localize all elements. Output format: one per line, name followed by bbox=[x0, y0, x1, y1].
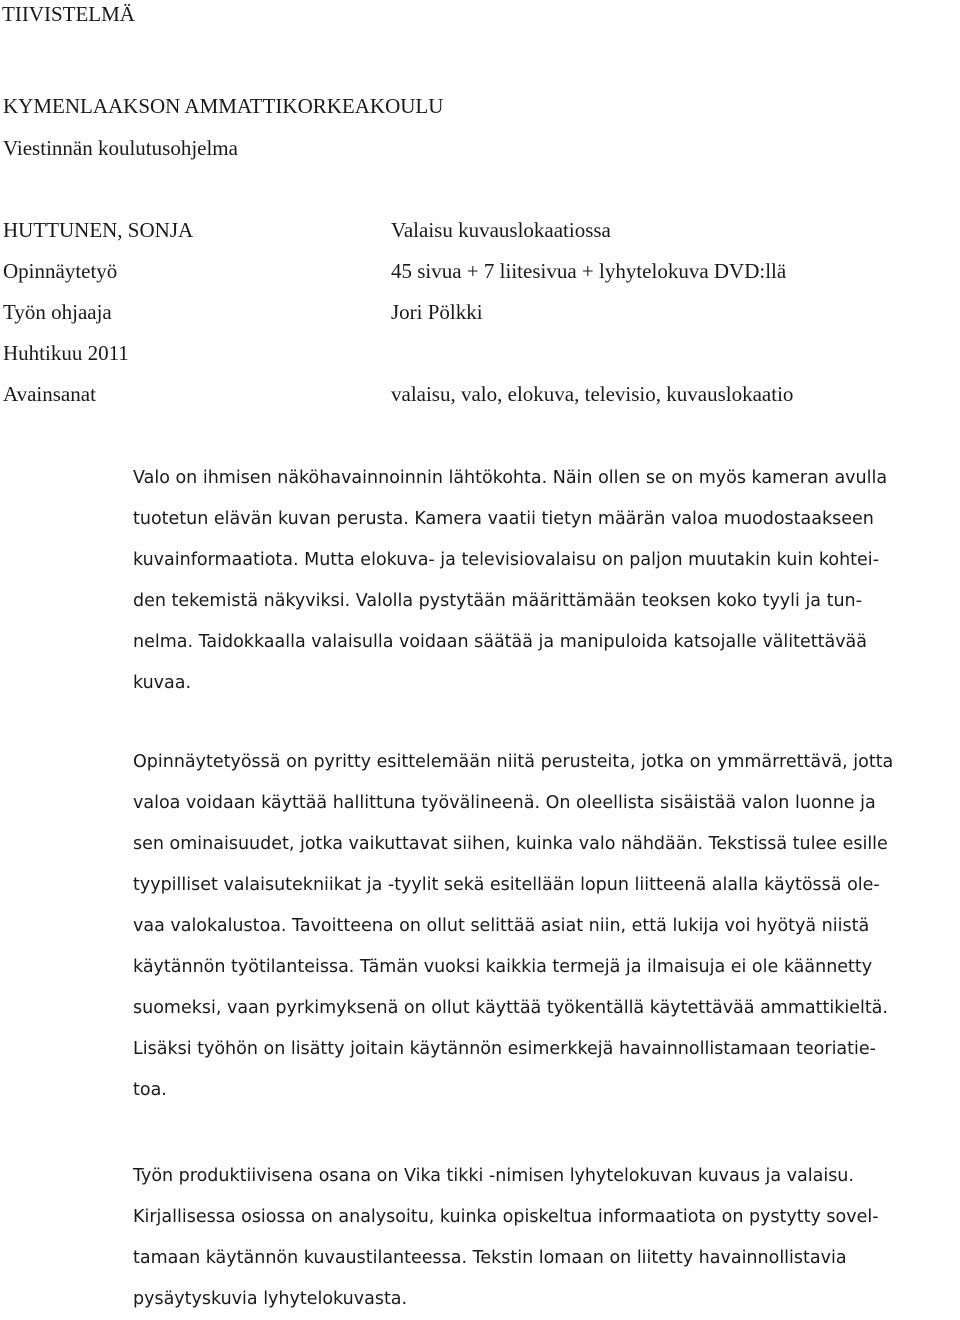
institution-name: KYMENLAAKSON AMMATTIKORKEAKOULU bbox=[3, 94, 444, 118]
text-line: tamaan käytännön kuvaustilanteessa. Tekstin lomaan on liitetty havainnollistavia bbox=[133, 1248, 847, 1268]
supervisor-label: Työn ohjaaja bbox=[3, 300, 112, 324]
text-line: käytännön työtilanteissa. Tämän vuoksi kaikkia termejä ja ilmaisuja ei ole käännetty bbox=[133, 957, 873, 977]
text-line: tyypilliset valaisutekniikat ja -tyylit sekä esitellään lopun liitteenä alalla käytössä ole- bbox=[133, 875, 880, 895]
text-line: pysäytyskuvia lyhytelokuvasta. bbox=[133, 1289, 408, 1309]
degree-programme: Viestinnän koulutusohjelma bbox=[3, 136, 238, 160]
page-count: 45 sivua + 7 liitesivua + lyhytelokuva DVD:llä bbox=[391, 259, 787, 283]
thesis-title: Valaisu kuvauslokaatiossa bbox=[391, 218, 611, 242]
text-line: sen ominaisuudet, jotka vaikuttavat siihen, kuinka valo nähdään. Tekstissä tulee esille bbox=[133, 834, 888, 854]
publication-date: Huhtikuu 2011 bbox=[3, 341, 129, 365]
text-line: tuotetun elävän kuvan perusta. Kamera vaatii tietyn määrän valoa muodostaakseen bbox=[133, 509, 874, 529]
abstract-paragraph-2 bbox=[133, 742, 953, 1111]
author-name: HUTTUNEN, SONJA bbox=[3, 218, 194, 242]
text-line: toa. bbox=[133, 1080, 167, 1100]
text-line: Työn produktiivisena osana on Vika tikki -nimisen lyhytelokuvan kuvaus ja valaisu. bbox=[133, 1166, 854, 1186]
abstract-paragraph-3 bbox=[133, 1156, 953, 1320]
text-line: kuvaa. bbox=[133, 673, 192, 693]
text-line: valoa voidaan käyttää hallittuna työvälineenä. On oleellista sisäistää valon luonne ja bbox=[133, 793, 876, 813]
text-line: suomeksi, vaan pyrkimyksenä on ollut käyttää työkentällä käytettävää ammattikieltä. bbox=[133, 998, 888, 1018]
text-line: nelma. Taidokkaalla valaisulla voidaan säätää ja manipuloida katsojalle välitettävää bbox=[133, 632, 868, 652]
text-line: den tekemistä näkyviksi. Valolla pystytään määrittämään teoksen koko tyyli ja tun- bbox=[133, 591, 862, 611]
text-line: Opinnäytetyössä on pyritty esittelemään niitä perusteita, jotka on ymmärrettävä, jotta bbox=[133, 752, 894, 772]
text-line: Valo on ihmisen näköhavainnoinnin lähtökohta. Näin ollen se on myös kameran avulla bbox=[133, 468, 888, 488]
keywords-value: valaisu, valo, elokuva, televisio, kuvauslokaatio bbox=[391, 382, 794, 406]
text-line: Kirjallisessa osiossa on analysoitu, kuinka opiskeltua informaatiota on pystytty sovel- bbox=[133, 1207, 879, 1227]
text-line: kuvainformaatiota. Mutta elokuva- ja televisiovalaisu on paljon muutakin kuin kohtei- bbox=[133, 550, 879, 570]
document-heading: TIIVISTELMÄ bbox=[2, 2, 135, 26]
work-type-label: Opinnäytetyö bbox=[3, 259, 118, 283]
text-line: Lisäksi työhön on lisätty joitain käytännön esimerkkejä havainnollistamaan teoriatie- bbox=[133, 1039, 876, 1059]
supervisor-name: Jori Pölkki bbox=[391, 300, 483, 324]
text-line: vaa valokalustoa. Tavoitteena on ollut selittää asiat niin, että lukija voi hyötyä niistä bbox=[133, 916, 870, 936]
abstract-paragraph-1 bbox=[133, 458, 953, 704]
keywords-label: Avainsanat bbox=[3, 382, 96, 406]
